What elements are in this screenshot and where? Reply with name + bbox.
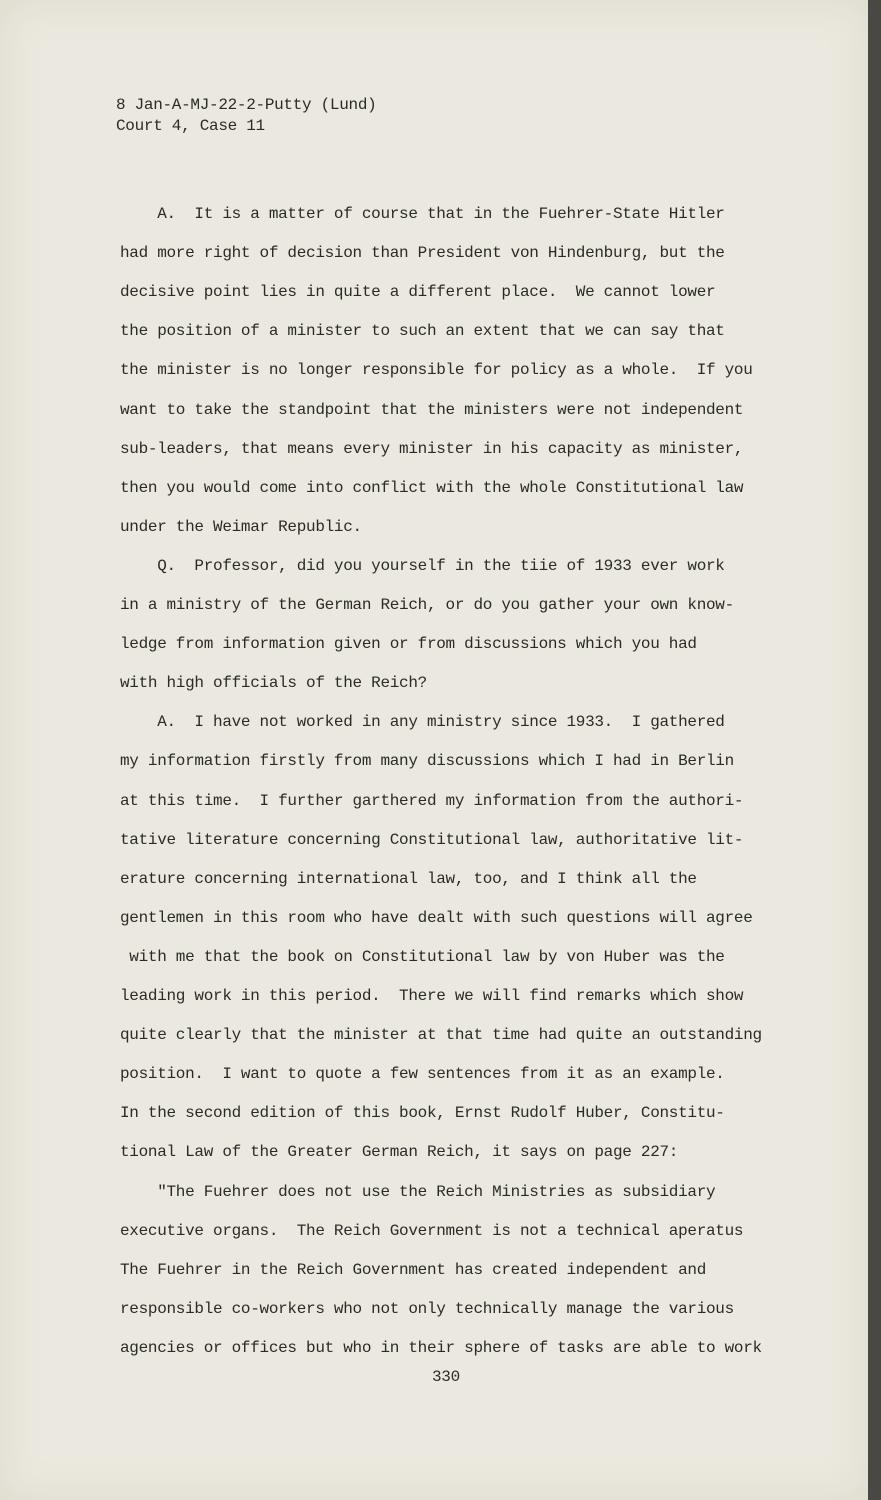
text-line: leading work in this period. There we will find remarks which show xyxy=(120,987,744,1005)
text-line: under the Weimar Republic. xyxy=(120,517,362,536)
text-line: in a ministry of the German Reich, or do you gather your own know- xyxy=(120,596,734,614)
text-line: decisive point lies in quite a different place. We cannot lower xyxy=(120,283,716,302)
text-line: with me that the book on Constitutional law by von Huber was the xyxy=(120,947,725,966)
text-line: A. It is a matter of course that in the Fuehrer-State Hitler xyxy=(120,205,725,223)
text-line: the minister is no longer responsible for policy as a whole. If you xyxy=(120,361,753,380)
text-line: agencies or offices but who in their sphere of tasks are able to work xyxy=(120,1338,762,1357)
court-case: Court 4, Case 11 xyxy=(116,117,265,135)
text-line: tional Law of the Greater German Reich, it says on page 227: xyxy=(120,1143,679,1162)
text-line: quite clearly that the minister at that time had quite an outstanding xyxy=(120,1026,762,1045)
text-line: Q. Professor, did you yourself in the tiie of 1933 ever work xyxy=(120,556,725,575)
text-line: at this time. I further garthered my information from the authori- xyxy=(120,791,744,810)
text-line: A. I have not worked in any ministry since 1933. I gathered xyxy=(120,713,725,732)
text-line: executive organs. The Reich Government is not a technical aperatus xyxy=(120,1221,744,1240)
text-line: "The Fuehrer does not use the Reich Ministries as subsidiary xyxy=(120,1182,716,1201)
text-line: erature concerning international law, too, and I think all the xyxy=(120,869,697,888)
text-line: gentlemen in this room who have dealt with such questions will agree xyxy=(120,908,753,927)
text-line: tative literature concerning Constitutional law, authoritative lit- xyxy=(120,830,744,849)
text-line: had more right of decision than President von Hindenburg, but the xyxy=(120,244,725,263)
scan-edge xyxy=(868,0,881,1500)
text-line: the position of a minister to such an extent that we can say that xyxy=(120,322,725,341)
text-line: then you would come into conflict with the whole Constitutional law xyxy=(120,478,744,497)
text-line: responsible co-workers who not only technically manage the various xyxy=(120,1299,734,1318)
text-line: my information firstly from many discussions which I had in Berlin xyxy=(120,752,734,771)
text-line: position. I want to quote a few sentences from it as an example. xyxy=(120,1065,725,1084)
text-line: want to take the standpoint that the ministers were not independent xyxy=(120,400,744,419)
case-reference: 8 Jan-A-MJ-22-2-Putty (Lund) xyxy=(116,96,377,114)
text-line: ledge from information given or from discussions which you had xyxy=(120,635,697,654)
text-line: sub-leaders, that means every minister in his capacity as minister, xyxy=(120,439,744,458)
text-line: The Fuehrer in the Reich Government has created independent and xyxy=(120,1260,706,1279)
text-line: In the second edition of this book, Ernst Rudolf Huber, Constitu- xyxy=(120,1104,725,1123)
text-line: with high officials of the Reich? xyxy=(120,674,427,693)
page-number: 330 xyxy=(432,1368,460,1386)
document-header xyxy=(116,95,376,137)
